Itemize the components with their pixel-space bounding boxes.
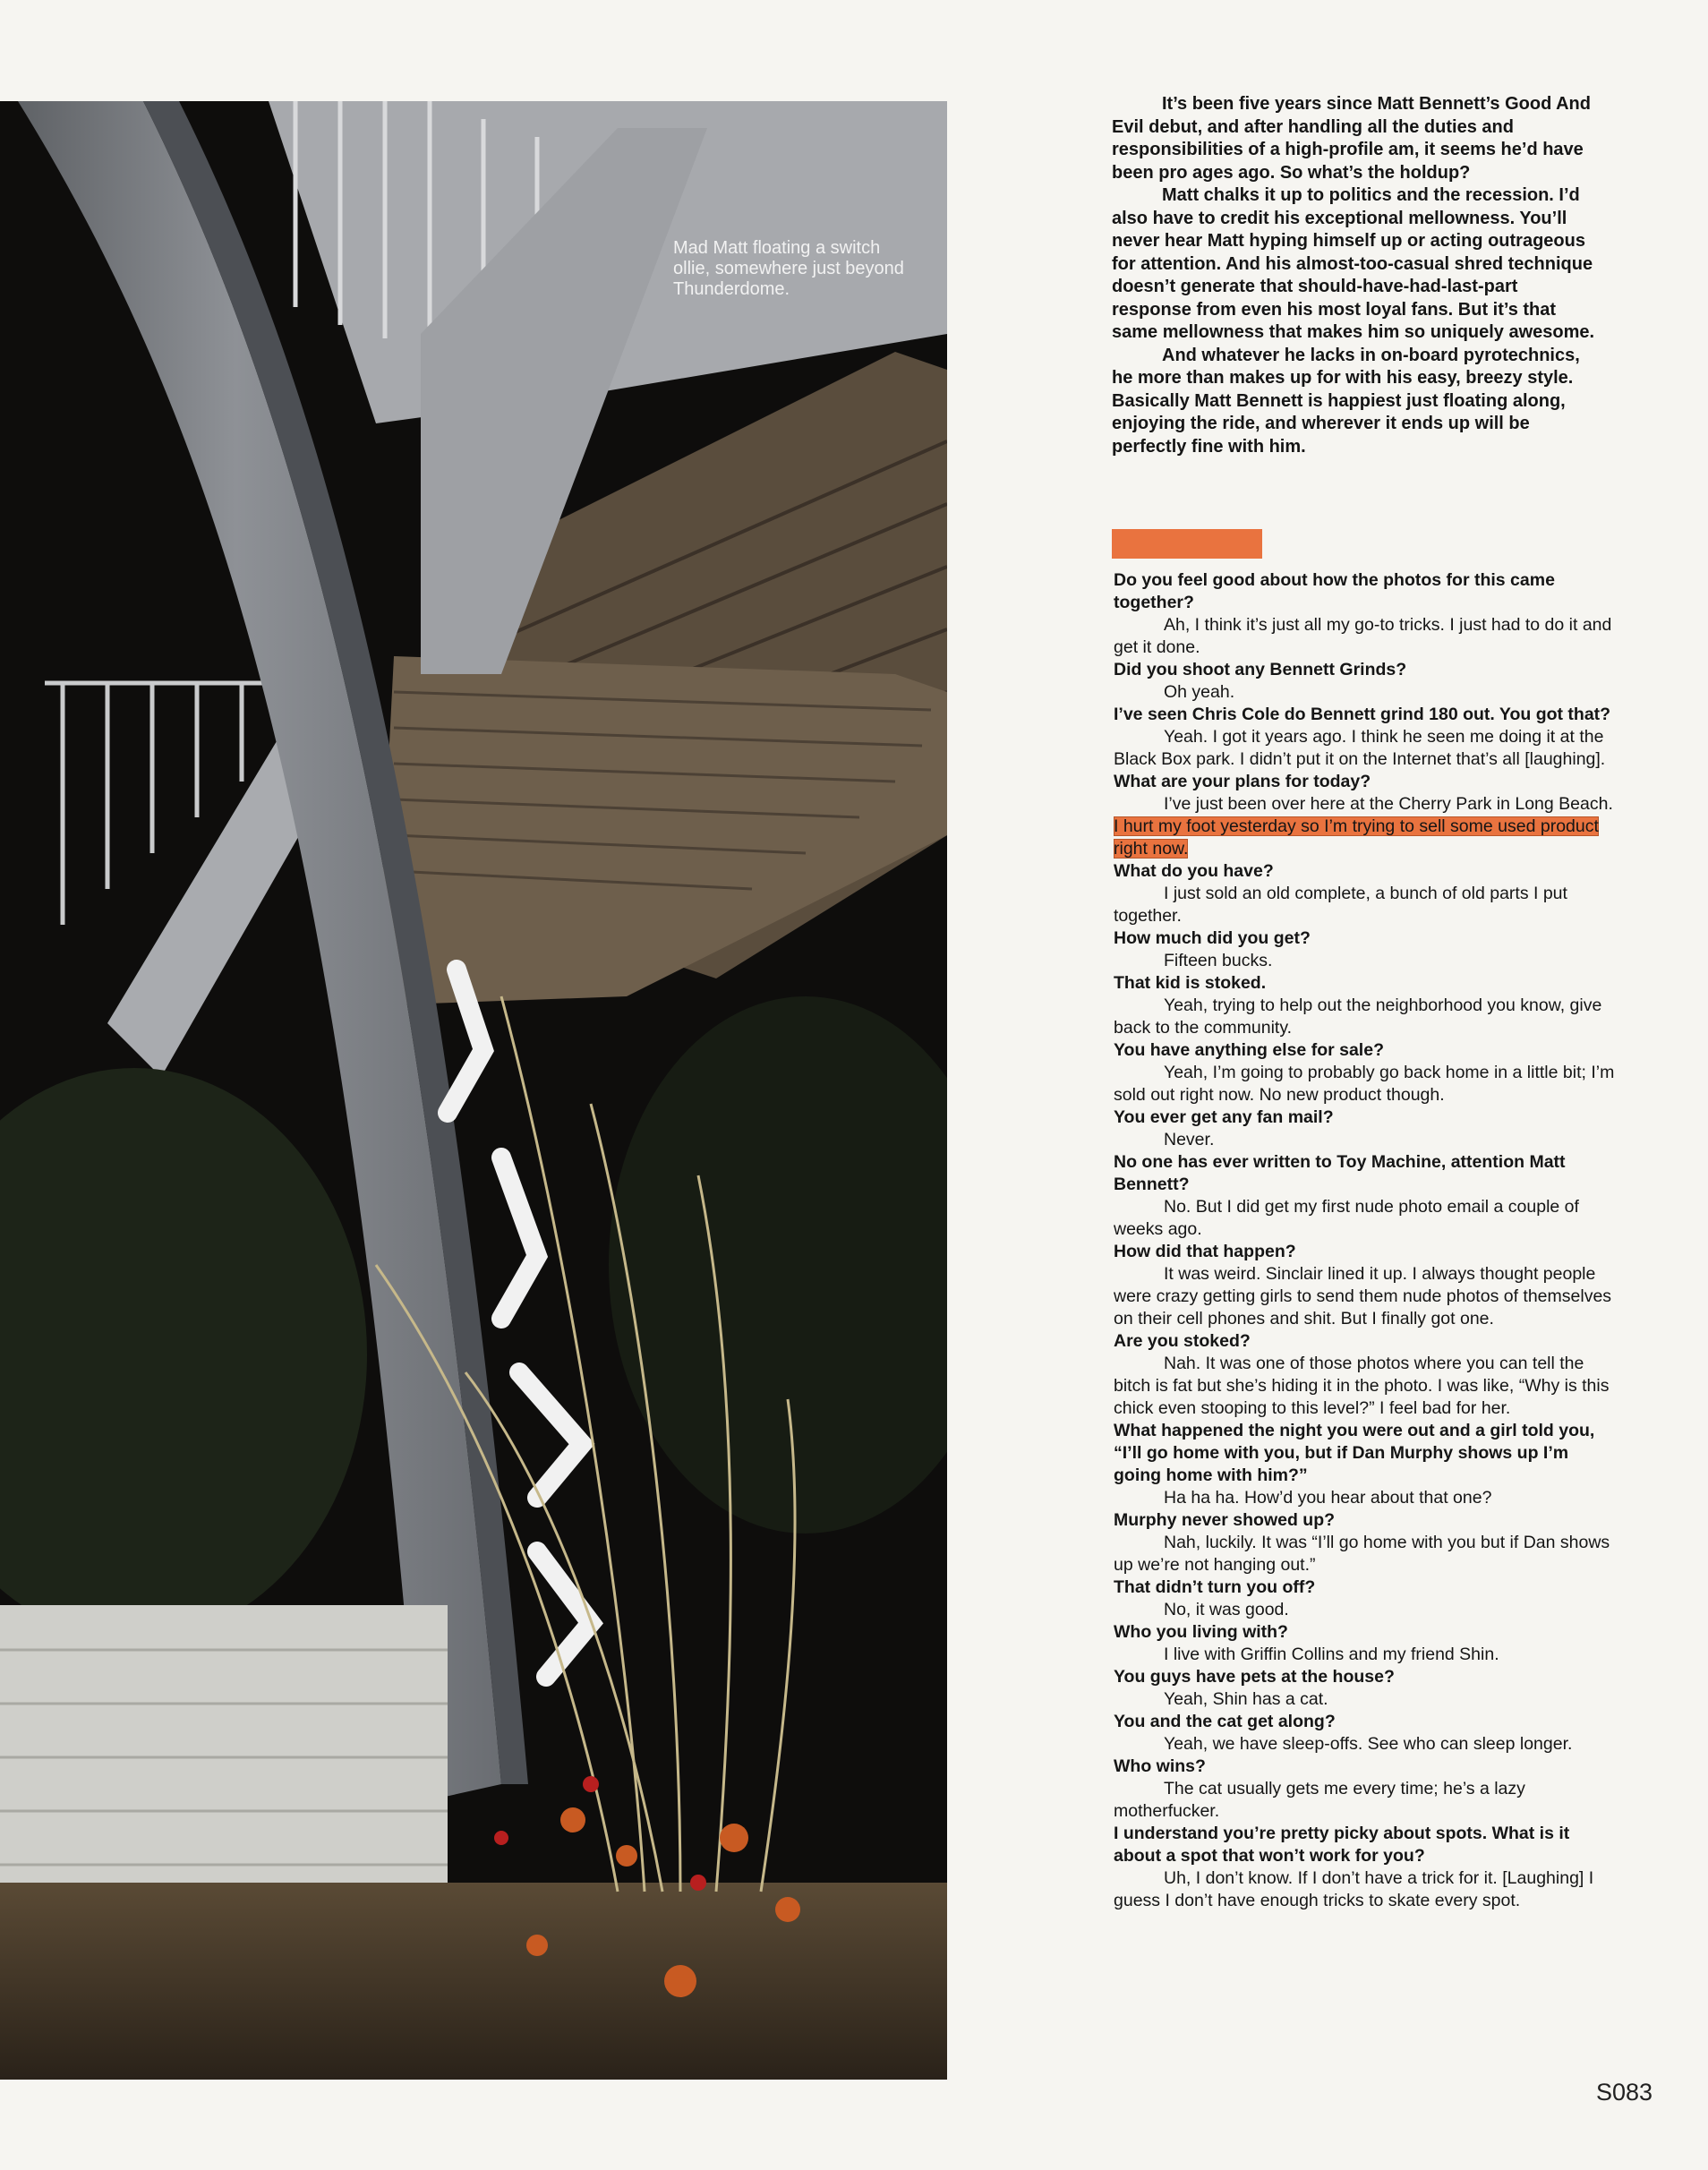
question: Who wins? [1114,1756,1206,1776]
answer: Uh, I don’t know. If I don’t have a trick for it. [Laughing] I guess I don’t have enough tricks to skate every spot. [1114,1868,1594,1910]
question: Did you shoot any Bennett Grinds? [1114,660,1407,679]
question: That kid is stoked. [1114,973,1267,993]
highlighted-text: I hurt my foot yesterday so I’m trying to sell some used product right now. [1114,816,1599,859]
answer: Yeah, we have sleep-offs. See who can sleep longer. [1164,1734,1573,1754]
question: What do you have? [1114,861,1274,881]
photo-caption: Mad Matt floating a switch ollie, somewhere just beyond Thunderdome. [673,238,904,299]
question: Do you feel good about how the photos for this came together? [1114,570,1555,612]
answer [1114,793,1615,860]
answer: Never. [1164,1130,1215,1149]
question: What are your plans for today? [1114,772,1371,791]
page-number: S083 [1596,2079,1653,2106]
answer-text: I’ve just been over here at the Cherry Park in Long Beach. [1164,794,1613,814]
answer: Yeah. I got it years ago. I think he seen me doing it at the Black Box park. I didn’t put it on the Internet that’s all [laughing]. [1114,727,1606,769]
question: Who you living with? [1114,1622,1288,1642]
answer: Nah, luckily. It was “I’ll go home with you but if Dan shows up we’re not hanging out.” [1114,1533,1610,1575]
answer: No, it was good. [1164,1600,1289,1619]
question: That didn’t turn you off? [1114,1577,1316,1597]
answer: I live with Griffin Collins and my friend Shin. [1164,1645,1499,1664]
answer: Ha ha ha. How’d you hear about that one? [1164,1488,1492,1508]
question: Murphy never showed up? [1114,1510,1336,1530]
answer: I just sold an old complete, a bunch of old parts I put together. [1114,884,1567,926]
question: No one has ever written to Toy Machine, attention Matt Bennett? [1114,1152,1566,1194]
question: What happened the night you were out and a girl told you, “I’ll go home with you, but if Dan Murphy shows up I’m going home with him?” [1114,1421,1595,1485]
answer: Yeah, trying to help out the neighborhood you know, give back to the community. [1114,995,1602,1038]
photo-illustration [0,101,947,2080]
answer: Oh yeah. [1164,682,1235,702]
intro-paragraph: And whatever he lacks in on-board pyrotechnics, he more than makes up for with his easy, breezy style. Basically Matt Bennett is happiest just floating along, enjoying the ride, and wherever it ends up will be perfectly fine with him. [1112,345,1580,457]
answer: Ah, I think it’s just all my go-to tricks. I just had to do it and get it done. [1114,615,1612,657]
intro-paragraph: It’s been five years since Matt Bennett’s Good And Evil debut, and after handling all the duties and responsibilities of a high-profile am, it seems he’d have been pro ages ago. So what’s the holdup? [1112,94,1591,183]
answer: Fifteen bucks. [1164,951,1273,970]
answer: Nah. It was one of those photos where you can tell the bitch is fat but she’s hiding it in the photo. I was like, “Why is this chick even stooping to this level?” I feel bad for her. [1114,1354,1610,1418]
question: You ever get any fan mail? [1114,1107,1334,1127]
question: I understand you’re pretty picky about spots. What is it about a spot that won’t work for you? [1114,1824,1570,1866]
question: You guys have pets at the house? [1114,1667,1395,1687]
intro-paragraph: Matt chalks it up to politics and the recession. I’d also have to credit his exceptional mellowness. You’ll never hear Matt hyping himself up or acting outrageous for attention. And his almost-too-casual shred technique doesn’t generate that should-have-had-last-part response from even his most loyal fans. But it’s that same mellowness that makes him so uniquely awesome. [1112,185,1595,342]
feature-photo [0,101,947,2080]
answer: Yeah, I’m going to probably go back home in a little bit; I’m sold out right now. No new product though. [1114,1063,1615,1105]
section-marker-bar [1112,529,1262,559]
question: You have anything else for sale? [1114,1040,1384,1060]
question: How did that happen? [1114,1242,1296,1261]
question: Are you stoked? [1114,1331,1251,1351]
interview [1114,569,1615,1912]
question: You and the cat get along? [1114,1712,1336,1731]
answer: No. But I did get my first nude photo email a couple of weeks ago. [1114,1197,1579,1239]
intro-text [1112,93,1595,458]
answer: The cat usually gets me every time; he’s a lazy motherfucker. [1114,1779,1525,1821]
question: How much did you get? [1114,928,1311,948]
question: I’ve seen Chris Cole do Bennett grind 180 out. You got that? [1114,705,1611,724]
answer: Yeah, Shin has a cat. [1164,1689,1328,1709]
answer: It was weird. Sinclair lined it up. I always thought people were crazy getting girls to send them nude photos of themselves on their cell phones and shit. But I finally got one. [1114,1264,1612,1328]
